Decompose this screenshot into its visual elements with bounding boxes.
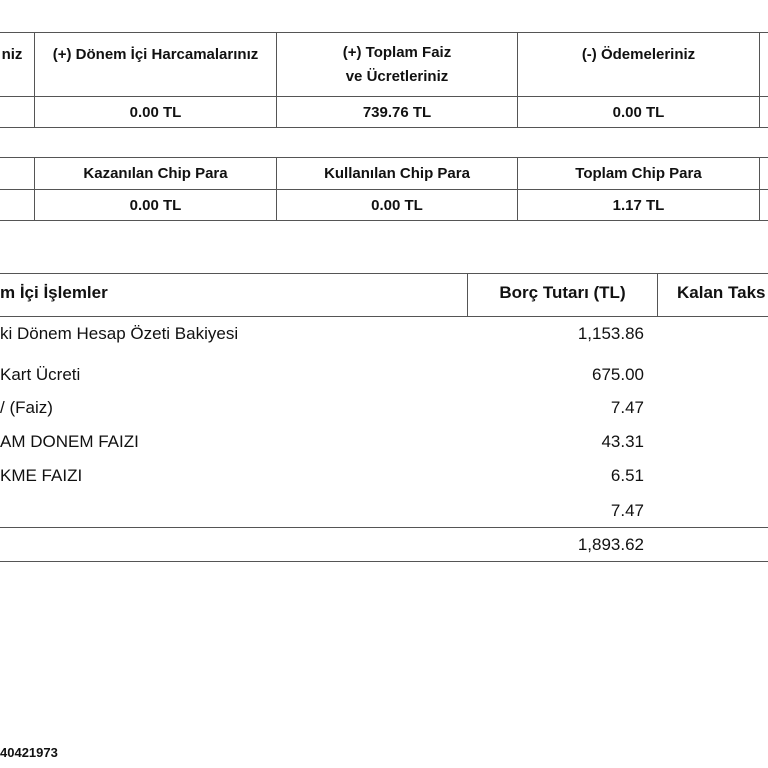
transactions-header-remaining: Kalan Taks <box>677 283 766 302</box>
transaction-description: / (Faiz) <box>0 398 53 417</box>
transactions-total-amount: 1,893.62 <box>577 535 644 554</box>
summary-header-cell: (-) Ödemeleriniz <box>581 46 696 63</box>
chip-value-cell: 0.00 TL <box>371 196 423 214</box>
summary-value-cell: 0.00 TL <box>612 103 665 121</box>
transaction-amount: 675.00 <box>592 365 644 384</box>
transaction-description: AM DONEM FAIZI <box>0 432 139 451</box>
summary-header-cell: (+) Dönem İçi Harcamalarınız <box>52 46 259 63</box>
transaction-amount: 1,153.86 <box>577 324 644 343</box>
transaction-amount: 7.47 <box>610 398 644 417</box>
chip-header-cell: Kazanılan Chip Para <box>83 165 228 182</box>
transaction-description: ki Dönem Hesap Özeti Bakiyesi <box>0 324 239 343</box>
transactions-header-top-border <box>0 273 768 274</box>
transaction-description: KME FAIZI <box>0 466 83 485</box>
summary-table-mid-border <box>0 96 768 97</box>
chip-header-cell <box>0 159 34 189</box>
transaction-description: Kart Ücreti <box>0 365 81 384</box>
transaction-amount: 43.31 <box>601 432 644 451</box>
chip-table-mid-border <box>0 189 768 190</box>
transaction-amount: 7.47 <box>610 501 644 520</box>
summary-table-bottom-border <box>0 127 768 128</box>
transactions-total-top-border <box>0 527 768 528</box>
transaction-amount: 6.51 <box>610 466 644 485</box>
chip-table-divider <box>759 157 760 220</box>
chip-header-cell: Toplam Chip Para <box>575 165 702 182</box>
summary-header-cell: niz <box>1 46 23 63</box>
chip-header-cell: Kullanılan Chip Para <box>324 165 470 182</box>
footer-document-code: 40421973 <box>0 745 58 760</box>
chip-table-top-border <box>0 157 768 158</box>
transactions-header-bottom-border <box>0 316 768 317</box>
summary-value-cell <box>0 98 34 127</box>
transactions-total-bottom-border <box>0 561 768 562</box>
summary-table-divider <box>759 32 760 127</box>
summary-value-cell: 739.76 TL <box>362 103 432 121</box>
summary-header-cell: (+) Toplam Faiz ve Ücretleriniz <box>342 44 452 85</box>
transactions-header-divider <box>657 273 658 316</box>
summary-table-top-border <box>0 32 768 33</box>
summary-value-cell: 0.00 TL <box>129 103 182 121</box>
transactions-header-amount: Borç Tutarı (TL) <box>499 283 626 302</box>
chip-table-bottom-border <box>0 220 768 221</box>
chip-value-cell <box>0 191 34 220</box>
transactions-header-description: m İçi İşlemler <box>0 283 108 302</box>
chip-value-cell: 0.00 TL <box>129 196 182 214</box>
chip-value-cell: 1.17 TL <box>612 196 665 214</box>
